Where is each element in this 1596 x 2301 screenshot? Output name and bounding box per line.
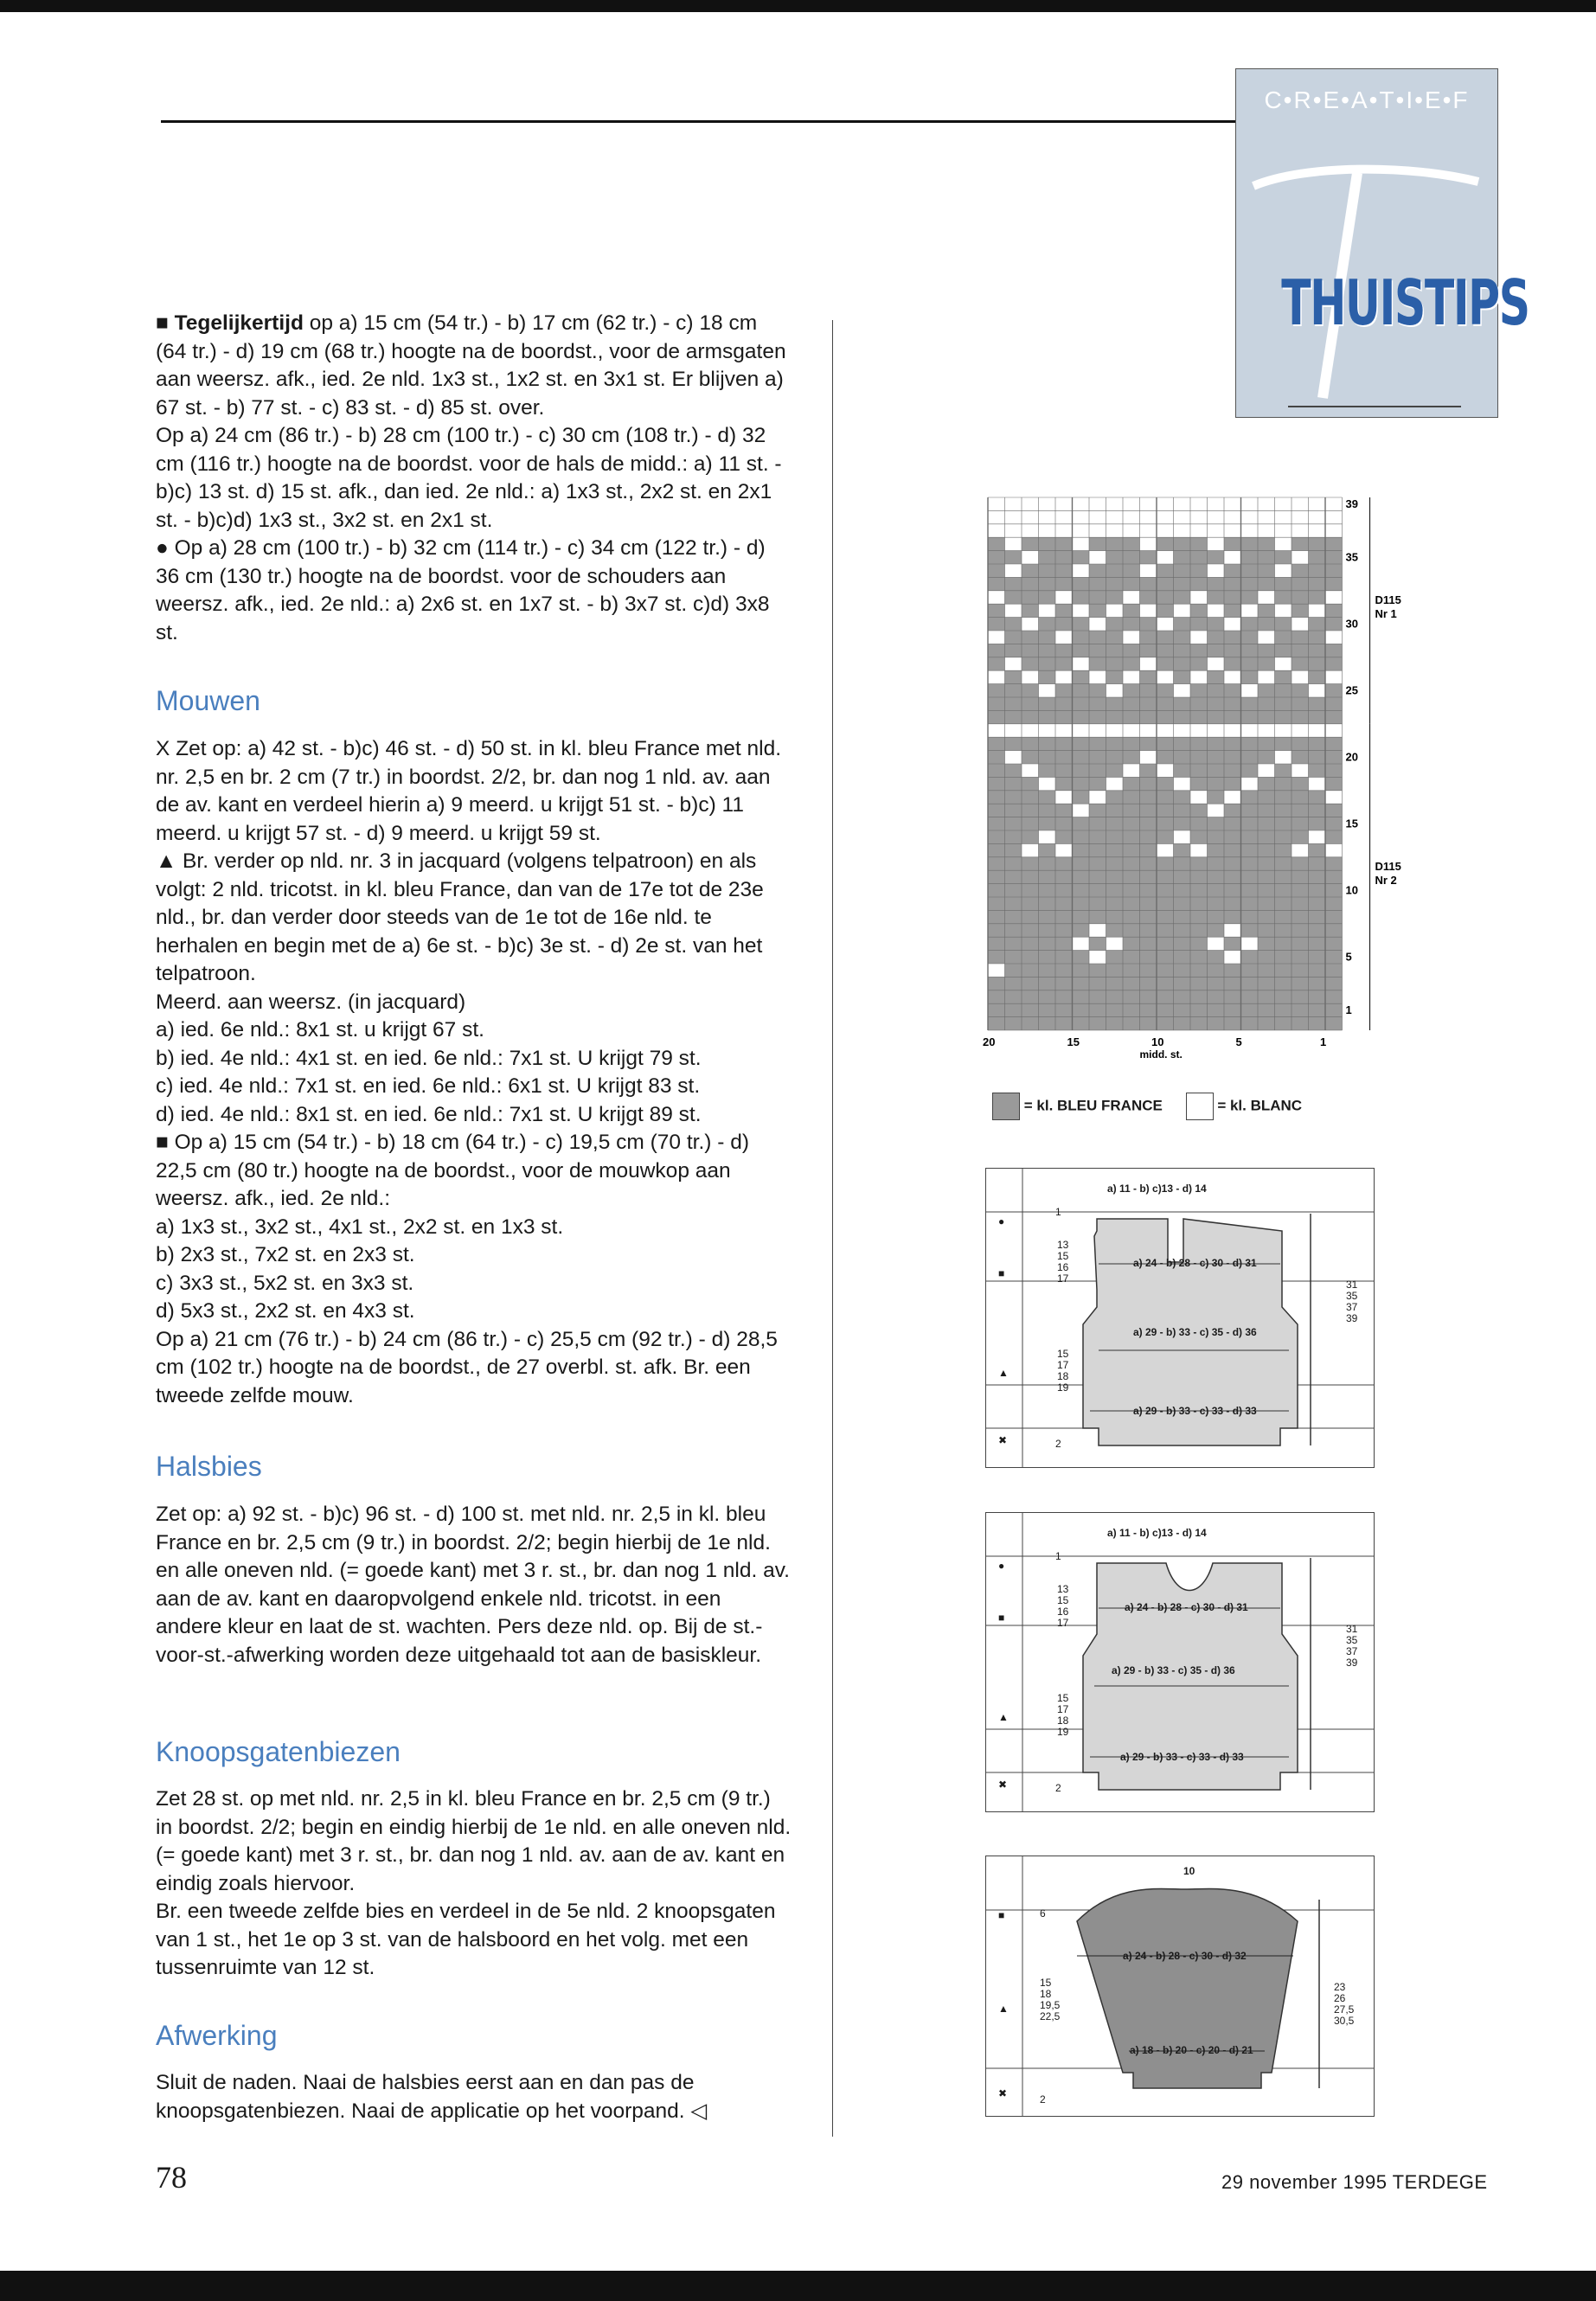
schema-1-top: a) 11 - b) c)13 - d) 14 xyxy=(1107,1183,1207,1195)
halsbies-para: Zet op: a) 92 st. - b)c) 96 st. - d) 100 st. met nld. nr. 2,5 in kl. bleu France en br. 2,5 cm (9 tr.) in boordst. 2/2; begin hierbij de 1e nld. en alle oneven nld. (= goede kant) met 3 r. st., br. dan nog 1 nld. av. aan de av. kant en daaropvolgend enkele nld. tricotst. in een andere kleur en laat de st. wachten. Pers deze nld. op. Bij de st.-voor-st.-afwerking worden deze uitgehaald tot aan de basiskleur. xyxy=(156,1503,790,1667)
chart-row-label: 10 xyxy=(1345,883,1358,897)
mouwen-para-2: ▲ Br. verder op nld. nr. 3 in jacquard (volgens telpatroon) en als volgt: 2 nld. tricotst. in kl. bleu France, dan van de 17e tot de 23e nld., br. dan verder door steeds van de 1e tot de 16e nld. te herhalen en begin met de a) 6e st. - b)c) 3e st. - d) 2e st. van het telpatroon. xyxy=(156,849,764,985)
chart-col-label: 1 xyxy=(1320,1035,1327,1048)
schema-1-w2: a) 29 - b) 33 - c) 35 - d) 36 xyxy=(1133,1326,1257,1338)
chart-row-label: 30 xyxy=(1345,617,1358,631)
column-divider xyxy=(832,320,833,2137)
schema-2-top: a) 11 - b) c)13 - d) 14 xyxy=(1107,1527,1207,1539)
schema-2-w3: a) 29 - b) 33 - c) 33 - d) 33 xyxy=(1120,1751,1244,1763)
schema-3-bottom: 2 xyxy=(1040,2093,1046,2106)
chart-d115-label-1: D115 xyxy=(1375,593,1401,607)
schema-2-w2: a) 29 - b) 33 - c) 35 - d) 36 xyxy=(1112,1664,1235,1676)
schema-3-cross: ✖ xyxy=(998,2087,1008,2099)
chart-row-label: 5 xyxy=(1345,950,1352,964)
chart-d115-label-2: Nr 2 xyxy=(1375,874,1397,888)
section-title-halsbies: Halsbies xyxy=(156,1451,262,1482)
schema-3-w2: a) 18 - b) 20 - c) 20 - d) 21 xyxy=(1130,2044,1253,2056)
schema-mouw xyxy=(985,1856,1375,2117)
schema-1-left-2: 15 17 18 19 xyxy=(1057,1348,1069,1394)
mouwen-para-12: d) 5x3 st., 2x2 st. en 4x3 st. xyxy=(156,1299,415,1323)
schema-3-square: ■ xyxy=(998,1909,1005,1921)
bottom-border xyxy=(0,2271,1596,2301)
schema-1-w3: a) 29 - b) 33 - c) 33 - d) 33 xyxy=(1133,1405,1257,1417)
chart-midd-label: midd. st. xyxy=(1139,1048,1183,1061)
mouwen-para-9: a) 1x3 st., 3x2 st., 4x1 st., 2x2 st. en 1x3 st. xyxy=(156,1215,564,1239)
chart-row-label: 15 xyxy=(1345,817,1358,830)
chart-row-label: 1 xyxy=(1345,1003,1352,1017)
page-number: 78 xyxy=(156,2160,187,2195)
mouwen-para-4: a) ied. 6e nld.: 8x1 st. u krijgt 67 st. xyxy=(156,1018,484,1042)
schema-1-circle: ● xyxy=(998,1215,1005,1227)
intro-text xyxy=(156,310,792,647)
schema-1-triangle: ▲ xyxy=(998,1367,1009,1379)
chart-row-label: 39 xyxy=(1345,497,1358,510)
schema-2-bottom: 2 xyxy=(1055,1782,1061,1794)
mouwen-para-6: c) ied. 4e nld.: 7x1 st. en ied. 6e nld.: 6x1 st. U krijgt 83 st. xyxy=(156,1074,701,1098)
chart-row-label: 25 xyxy=(1345,683,1358,697)
afwerking-para: Sluit de naden. Naai de halsbies eerst aan en dan pas de knoopsgatenbiezen. Naai de applicatie op het voorpand. ◁ xyxy=(156,2071,708,2123)
mouwen-para-3: Meerd. aan weersz. (in jacquard) xyxy=(156,990,466,1014)
schema-3-left-1: 15 18 19,5 22,5 xyxy=(1040,1977,1061,2022)
logo-top-text: C•R•E•A•T•I•E•F xyxy=(1264,87,1470,113)
footer-publication: 29 november 1995 TERDEGE xyxy=(1221,2171,1488,2193)
schema-2-left-2: 15 17 18 19 xyxy=(1057,1692,1069,1738)
schema-1-square: ■ xyxy=(998,1267,1005,1279)
mouwen-para-1: X Zet op: a) 42 st. - b)c) 46 st. - d) 50 st. in kl. bleu France met nld. nr. 2,5 en br. 2 cm (7 tr.) in boordst. 2/2, br. dan nog 1 nld. av. aan de av. kant en verdeel hierin a) 9 meerd. u krijgt 51 st. - b)c) 11 meerd. u krijgt 57 st. - d) 9 meerd. u krijgt 59 st. xyxy=(156,737,782,845)
chart-col-label: 5 xyxy=(1235,1035,1242,1048)
schema-2-right: 31 35 37 39 xyxy=(1346,1623,1358,1669)
para-hals: Op a) 24 cm (86 tr.) - b) 28 cm (100 tr.) - c) 30 cm (108 tr.) - d) 32 cm (116 tr.) hoogte na de boordst. voor de hals de midd.: a) 11 st. - b)c) 13 st. d) 15 st. afk., dan ied. 2e nld.: a) 1x3 st., 2x2 st. en 2x1 st. - b)c)d) 1x3 st., 3x2 st. en 2x1 st. xyxy=(156,424,782,532)
logo-swoosh xyxy=(1236,69,1529,417)
chart-row-label: 35 xyxy=(1345,550,1358,564)
schema-2-neck: 1 xyxy=(1055,1550,1061,1562)
schema-2-triangle: ▲ xyxy=(998,1711,1009,1723)
schema-2-cross: ✖ xyxy=(998,1779,1008,1791)
chart-col-label: 10 xyxy=(1151,1035,1164,1048)
thuistips-logo xyxy=(1235,68,1529,418)
mouwen-para-13: Op a) 21 cm (76 tr.) - b) 24 cm (86 tr.) - c) 25,5 cm (92 tr.) - d) 28,5 cm (102 tr.) hoogte na de boordst., de 27 overbl. st. afk. Br. een tweede zelfde mouw. xyxy=(156,1327,778,1407)
schema-1-shape xyxy=(986,1169,1374,1467)
schema-1-neck: 1 xyxy=(1055,1206,1061,1218)
schema-2-circle: ● xyxy=(998,1560,1005,1572)
schema-1-left-1: 13 15 16 17 xyxy=(1057,1239,1069,1285)
knitting-chart xyxy=(977,497,1410,1103)
mouwen-para-10: b) 2x3 st., 7x2 st. en 2x3 st. xyxy=(156,1243,415,1266)
schema-1-right: 31 35 37 39 xyxy=(1346,1279,1358,1324)
schema-achterpand xyxy=(985,1168,1375,1468)
section-title-afwerking: Afwerking xyxy=(156,2020,278,2051)
mouwen-text xyxy=(156,735,792,1410)
schema-3-right: 23 26 27,5 30,5 xyxy=(1334,1981,1355,2027)
schema-2-w1: a) 24 - b) 28 - c) 30 - d) 31 xyxy=(1125,1601,1248,1613)
legend-swatch-dark xyxy=(992,1093,1020,1120)
schema-3-w1: a) 24 - b) 28 - c) 30 - d) 32 xyxy=(1123,1950,1247,1962)
mouwen-para-5: b) ied. 4e nld.: 4x1 st. en ied. 6e nld.: 7x1 st. U krijgt 79 st. xyxy=(156,1046,702,1070)
chart-col-label: 15 xyxy=(1067,1035,1080,1048)
chart-d115-label-2: D115 xyxy=(1375,860,1401,874)
schema-3-top: 10 xyxy=(1183,1865,1195,1877)
schema-2-square: ■ xyxy=(998,1612,1005,1624)
legend-dark-label: = kl. BLEU FRANCE xyxy=(1023,1097,1163,1114)
schema-1-cross: ✖ xyxy=(998,1434,1008,1446)
mouwen-para-7: d) ied. 4e nld.: 8x1 st. en ied. 6e nld.: 7x1 st. U krijgt 89 st. xyxy=(156,1102,702,1126)
chart-row-label: 20 xyxy=(1345,750,1358,764)
schema-2-left-1: 13 15 16 17 xyxy=(1057,1583,1069,1629)
mouwen-para-11: c) 3x3 st., 5x2 st. en 3x3 st. xyxy=(156,1271,414,1295)
para-schouders: ● Op a) 28 cm (100 tr.) - b) 32 cm (114 tr.) - c) 34 cm (122 tr.) - d) 36 cm (130 tr.) hoogte na de boordst. voor de schouders aan weersz. afk., ied. 2e nld.: a) 2x6 st. en 1x7 st. - b) 3x7 st. c)d) 3x8 st. xyxy=(156,536,770,644)
para-tegelijkertijd: ■ Tegelijkertijd op a) 15 cm (54 tr.) - b) 17 cm (62 tr.) - c) 18 cm (64 tr.) - d) 19 cm (68 tr.) hoogte na de boordst., voor de armsgaten aan weersz. afk., ied. 2e nld. 1x3 st., 1x2 st. en 3x1 st. Er blijven a) 67 st. - b) 77 st. - c) 83 st. - d) 85 st. over. xyxy=(156,311,786,420)
knoops-para-2: Br. een tweede zelfde bies en verdeel in de 5e nld. 2 knoopsgaten van 1 st., het 1e op 3 st. van de halsboord en het volg. met een tussenruimte van 12 st. xyxy=(156,1900,776,1979)
section-title-mouwen: Mouwen xyxy=(156,685,260,716)
section-title-knoopsgatenbiezen: Knoopsgatenbiezen xyxy=(156,1736,401,1767)
knoops-para-1: Zet 28 st. op met nld. nr. 2,5 in kl. bleu France en br. 2,5 cm (9 tr.) in boordst. 2/2; begin en eindig hierbij de 1e nld. en alle oneven nld. (= goede kant) met 3 r. st., br. dan nog 1 nld. av. aan de av. kant en eindig zoals hiervoor. xyxy=(156,1787,792,1895)
mouwen-para-8: ■ Op a) 15 cm (54 tr.) - b) 18 cm (64 tr.) - c) 19,5 cm (70 tr.) - d) 22,5 cm (80 tr.) hoogte na de boordst., voor de mouwkop aan weersz. afk., ied. 2e nld.: xyxy=(156,1131,749,1210)
halsbies-text xyxy=(156,1501,792,1670)
schema-3-left-0: 6 xyxy=(1040,1907,1046,1920)
schema-1-w1: a) 24 - b) 28 - c) 30 - d) 31 xyxy=(1133,1257,1257,1269)
schema-voorpand xyxy=(985,1512,1375,1812)
top-border xyxy=(0,0,1596,12)
afwerking-text xyxy=(156,2069,792,2125)
legend-light-label: = kl. BLANC xyxy=(1217,1097,1303,1114)
chart-col-label: 20 xyxy=(983,1035,996,1048)
legend-swatch-light xyxy=(1186,1093,1214,1120)
schema-1-bottom: 2 xyxy=(1055,1438,1061,1450)
chart-legend xyxy=(992,1093,1302,1120)
knoopsgatenbiezen-text xyxy=(156,1785,792,1983)
schema-2-shape xyxy=(986,1513,1374,1811)
schema-3-triangle: ▲ xyxy=(998,2003,1009,2015)
logo-title: THUISTIPS xyxy=(1281,266,1529,339)
chart-d115-label-1: Nr 1 xyxy=(1375,607,1397,621)
